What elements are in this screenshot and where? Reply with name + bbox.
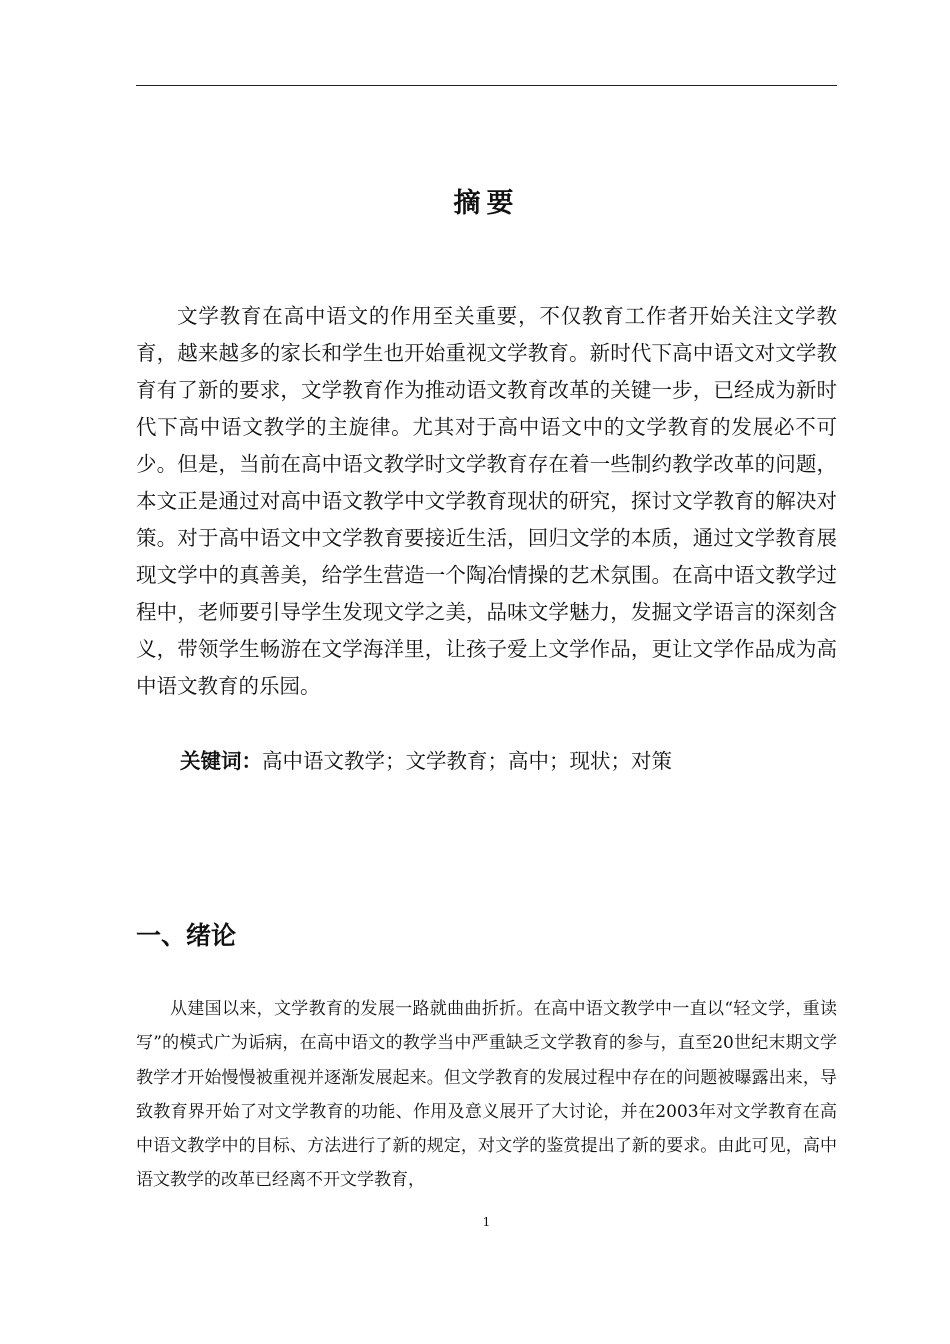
section-body: 从建国以来，文学教育的发展一路就曲曲折折。在高中语文教学中一直以“轻文学，重读写”的模式广为诟病，在高中语文的教学当中严重缺乏文学教育的参与，直至20世纪末期文学教学才开始慢慢被重视并逐渐发展起来。但文学教育的发展过程中存在的问题被曝露出来，导致教育界开始了对文学教育的功能、作用及意义展开了大讨论，并在2003年对文学教育在高中语文教学中的目标、方法进行了新的规定，对文学的鉴赏提出了新的要求。由此可见，高中语文教学的改革已经离不开文学教育，: [136, 999, 837, 1191]
keywords-text: 高中语文教学；文学教育；高中；现状；对策: [262, 749, 672, 773]
section-title: 一、绪论: [136, 921, 237, 950]
keywords-label: 关键词：: [180, 749, 262, 773]
abstract-title: 摘要: [453, 188, 520, 219]
page-number: 1: [482, 1215, 491, 1229]
keywords-line: [180, 744, 837, 778]
abstract-body: 文学教育在高中语文的作用至关重要，不仅教育工作者开始关注文学教育，越来越多的家长和学生也开始重视文学教育。新时代下高中语文对文学教育有了新的要求，文学教育作为推动语文教育改革的关键一步，已经成为新时代下高中语文教学的主旋律。尤其对于高中语文中的文学教育的发展必不可少。但是，当前在高中语文教学时文学教育存在着一些制约教学改革的问题，本文正是通过对高中语文教学中文学教育现状的研究，探讨文学教育的解决对策。对于高中语文中文学教育要接近生活，回归文学的本质，通过文学教育展现文学中的真善美，给学生营造一个陶冶情操的艺术氛围。在高中语文教学过程中，老师要引导学生发现文学之美，品味文学魅力，发掘文学语言的深刻含义，带领学生畅游在文学海洋里，让孩子爱上文学作品，更让文学作品成为高中语文教育的乐园。: [136, 304, 837, 698]
header-rule: [136, 85, 837, 86]
